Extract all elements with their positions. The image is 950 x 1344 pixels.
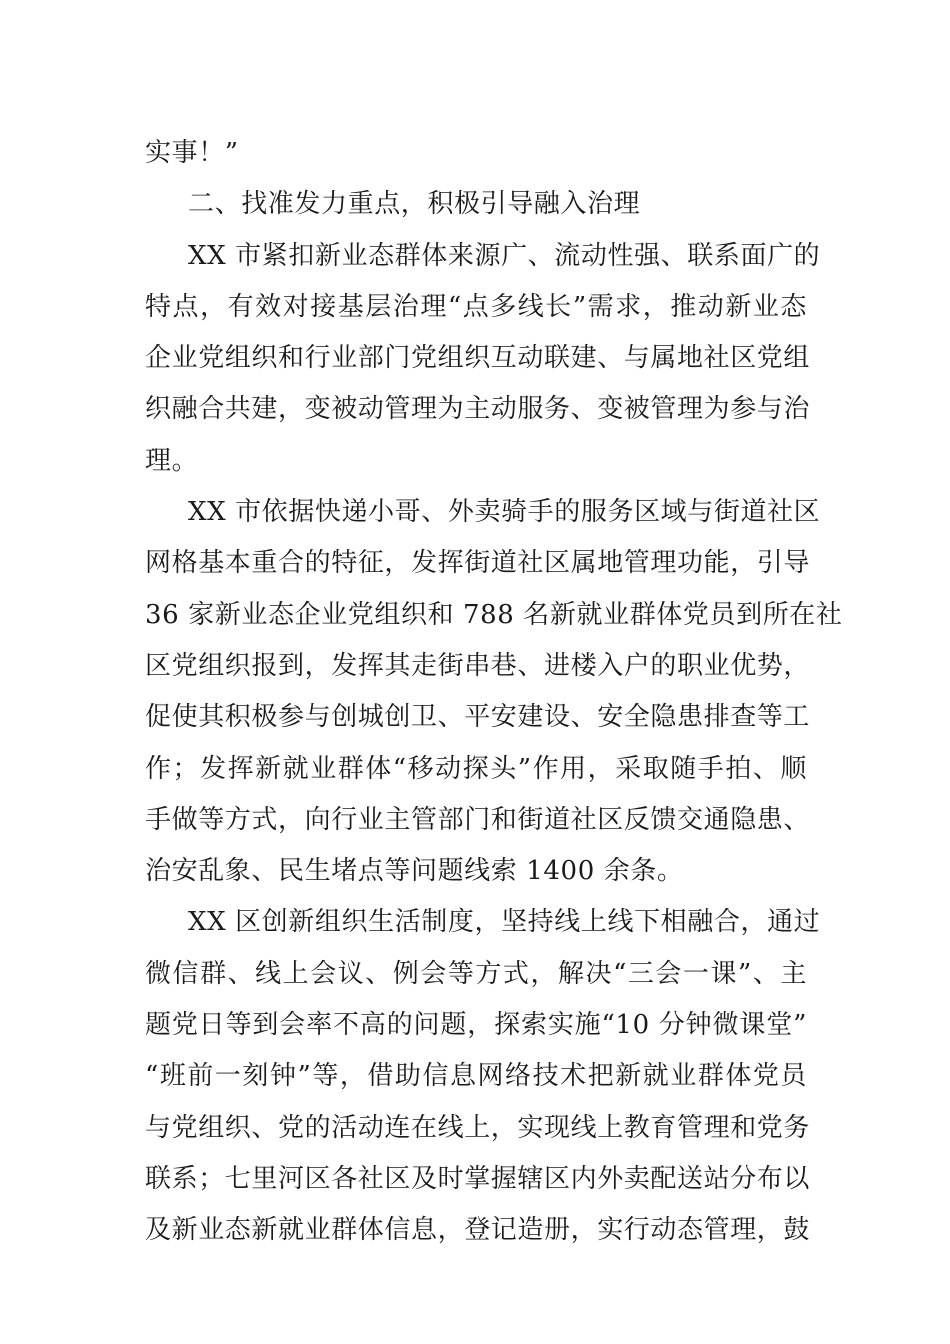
paragraph-3-line: 微信群、线上会议、例会等方式，解决“三会一课”、主: [145, 958, 807, 989]
paragraph-2-line: 36 家新业态企业党组织和 788 名新就业群体党员到所在社: [145, 599, 843, 630]
paragraph-2-line: 促使其积极参与创城创卫、平安建设、安全隐患排查等工: [145, 702, 811, 733]
paragraph-2-line: 作；发挥新就业群体“移动探头”作用，采取随手拍、顺: [145, 753, 807, 784]
paragraph-2-line: 区党组织报到，发挥其走街串巷、进楼入户的职业优势，: [145, 650, 811, 681]
paragraph-1-line: 特点，有效对接基层治理“点多线长”需求，推动新业态: [145, 291, 807, 322]
paragraph-2-line: 网格基本重合的特征，发挥街道社区属地管理功能，引导: [145, 548, 811, 579]
paragraph-2-line: 治安乱象、民生堵点等问题线索 1400 余条。: [145, 856, 684, 887]
paragraph-3-line: XX 区创新组织生活制度，坚持线上线下相融合，通过: [188, 907, 821, 938]
paragraph-1-line: XX 市紧扣新业态群体来源广、流动性强、联系面广的: [188, 240, 821, 271]
paragraph-2-line: 手做等方式，向行业主管部门和街道社区反馈交通隐患、: [145, 804, 811, 835]
paragraph-1-line: 企业党组织和行业部门党组织互动联建、与属地社区党组: [145, 343, 811, 374]
paragraph-2-line: XX 市依据快递小哥、外卖骑手的服务区域与街道社区: [188, 497, 821, 528]
paragraph-3-line: 与党组织、党的活动连在线上，实现线上教育管理和党务: [145, 1112, 811, 1143]
paragraph-3-line: 及新业态新就业群体信息，登记造册，实行动态管理，鼓: [145, 1215, 811, 1246]
paragraph-1-line: 织融合共建，变被动管理为主动服务、变被管理为参与治: [145, 394, 811, 425]
paragraph-1-line: 理。: [145, 445, 199, 476]
paragraph-3-line: 题党日等到会率不高的问题，探索实施“10 分钟微课堂”: [145, 1010, 807, 1041]
section-heading: 二、找准发力重点，积极引导融入治理: [188, 189, 641, 220]
paragraph-3-line: 联系；七里河区各社区及时掌握辖区内外卖配送站分布以: [145, 1163, 811, 1194]
paragraph-3-line: “班前一刻钟”等，借助信息网络技术把新就业群体党员: [145, 1061, 807, 1092]
document-body: [145, 128, 843, 1257]
text-line: 实事！”: [145, 138, 239, 168]
